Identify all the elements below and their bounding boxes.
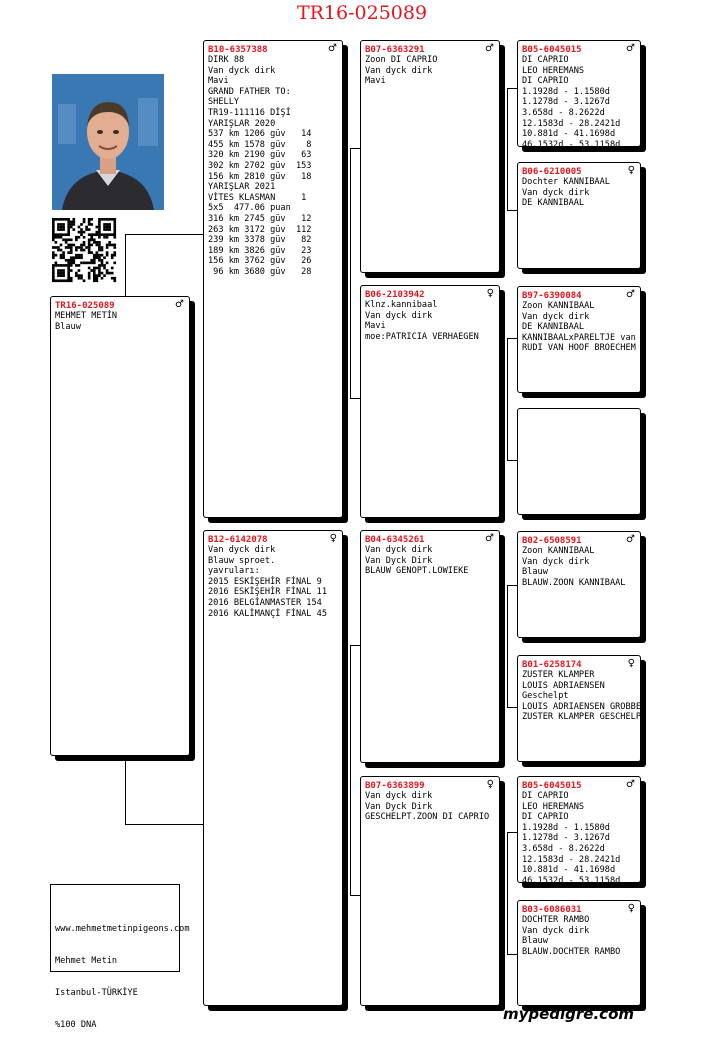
pigeon-details — [522, 791, 636, 886]
detail-line: 5x5 477.06 puan — [208, 203, 291, 214]
male-icon: ♂ — [626, 779, 635, 790]
detail-line: Blauw — [522, 567, 548, 578]
detail-line: 263 km 3172 güv 112 — [208, 224, 312, 235]
detail-line: DI CAPRIO — [522, 55, 569, 65]
connector — [507, 707, 517, 708]
connector — [350, 398, 360, 399]
ring-number: B02-6508591 — [522, 536, 582, 546]
connector — [507, 460, 517, 461]
detail-line: 10.881d - 41.1698d — [522, 865, 616, 876]
pigeon-details — [365, 55, 495, 87]
qr-code[interactable] — [52, 218, 116, 282]
detail-line: 2016 KALİMANÇİ FİNAL 45 — [208, 608, 327, 619]
owner-location: Istanbul-TÜRKİYE — [55, 987, 138, 998]
detail-line: LOUIS ADRIAENSEN GROBBEN — [522, 701, 647, 712]
detail-line: DE KANNIBAAL — [522, 198, 585, 209]
female-icon: ♀ — [627, 903, 635, 914]
detail-line: Mavi — [208, 76, 229, 87]
pigeon-card-sdd-empty[interactable] — [517, 408, 641, 515]
connector — [350, 645, 360, 646]
owner-photo — [52, 74, 164, 210]
connector — [507, 88, 517, 89]
pigeon-details — [522, 301, 636, 354]
pigeon-details — [522, 177, 636, 209]
detail-line: Zoon KANNIBAAL — [522, 546, 595, 556]
detail-line: 1.1278d - 3.1267d — [522, 833, 610, 844]
detail-line: LEO HEREMANS — [522, 801, 585, 812]
detail-line: 12.1583d - 28.2421d — [522, 118, 621, 129]
detail-line: Van dyck dirk — [522, 925, 590, 936]
detail-line: 2015 ESKİŞEHİR FİNAL 9 — [208, 576, 322, 587]
detail-line: 156 km 2810 güv 18 — [208, 171, 312, 182]
pigeon-card-sire[interactable] — [203, 40, 343, 518]
male-icon: ♂ — [626, 289, 635, 300]
detail-line: 239 km 3378 güv 82 — [208, 235, 312, 246]
male-icon: ♂ — [328, 43, 337, 54]
detail-line: DIRK 88 — [208, 55, 245, 65]
detail-line: Van dyck dirk — [522, 187, 590, 198]
detail-line: 3.658d - 8.2622d — [522, 843, 605, 854]
detail-line: ZUSTER KLAMPER GESCHELPT — [522, 712, 647, 723]
detail-line: 189 km 3826 güv 23 — [208, 245, 312, 256]
pigeon-details — [208, 545, 338, 619]
pigeon-card-dam-dam[interactable] — [360, 776, 500, 1006]
detail-line: 1.1928d - 1.1580d — [522, 86, 610, 97]
pigeon-card-ddd[interactable] — [517, 900, 641, 1006]
detail-line: LEO HEREMANS — [522, 65, 585, 76]
detail-line: GRAND FATHER TO: — [208, 86, 291, 97]
pigeon-card-dam[interactable] — [203, 530, 343, 1006]
connector — [350, 148, 360, 149]
ring-number: B97-6390084 — [522, 291, 582, 301]
ring-number: B07-6363899 — [365, 781, 425, 791]
pigeon-card-dss[interactable] — [517, 531, 641, 638]
detail-line: 3.658d - 8.2622d — [522, 107, 605, 118]
detail-line: 156 km 3762 güv 26 — [208, 256, 312, 267]
pigeon-card-ssd[interactable] — [517, 162, 641, 269]
detail-line: 1.1278d - 3.1267d — [522, 97, 610, 108]
brand-logo[interactable]: mypedigre.com — [502, 1005, 634, 1023]
detail-line: SHELLY — [208, 97, 240, 108]
page-title: TR16-025089 — [296, 2, 428, 24]
detail-line: Mavi — [365, 321, 386, 332]
detail-line: Klnz.kannibaal — [365, 300, 438, 310]
ring-number: B06-2103942 — [365, 290, 425, 300]
ring-number: B05-6045015 — [522, 781, 582, 791]
male-icon: ♂ — [626, 43, 635, 54]
connector — [507, 832, 508, 954]
detail-line: 10.881d - 41.1698d — [522, 129, 616, 140]
detail-line: Van dyck dirk — [208, 545, 276, 555]
ring-number: B05-6045015 — [522, 45, 582, 55]
male-icon: ♂ — [175, 299, 184, 310]
detail-line: Van dyck dirk — [522, 556, 590, 567]
pigeon-card-sss[interactable] — [517, 40, 641, 150]
detail-line: BLAUW GENOPT.LOWIEKE — [365, 566, 469, 577]
detail-line: yavruları: — [208, 566, 260, 577]
detail-line: 537 km 1206 güv 14 — [208, 129, 312, 140]
detail-line: Blauw — [522, 936, 548, 947]
ring-number: B10-6357388 — [208, 45, 268, 55]
detail-line: DE KANNIBAAL — [522, 322, 585, 333]
pigeon-details — [55, 311, 185, 332]
detail-line: 1.1928d - 1.1580d — [522, 822, 610, 833]
connector — [507, 832, 517, 833]
ring-number: B04-6345261 — [365, 535, 425, 545]
female-icon: ♀ — [627, 658, 635, 669]
pigeon-details — [522, 55, 636, 150]
pigeon-details — [208, 55, 338, 277]
detail-line: YARIŞLAR 2020 — [208, 118, 276, 129]
detail-line: DI CAPRIO — [522, 791, 569, 801]
connector — [507, 585, 517, 586]
ring-number: B06-6210005 — [522, 167, 582, 177]
detail-line: VİTES KLASMAN 1 — [208, 192, 307, 203]
detail-line: LOUIS ADRIAENSEN — [522, 680, 605, 691]
female-icon: ♀ — [627, 165, 635, 176]
owner-website[interactable]: www.mehmetmetinpigeons.com — [55, 924, 190, 935]
detail-line: Blauw sproet. — [208, 555, 276, 566]
detail-line: KANNIBAALxPARELTJE van — [522, 332, 636, 343]
detail-line: DOCHTER RAMBO — [522, 915, 590, 925]
detail-line: 46.1532d - 53.1158d — [522, 875, 621, 886]
pigeon-card-dsd[interactable] — [517, 655, 647, 762]
detail-line: RUDI VAN HOOF BROECHEM — [522, 343, 636, 354]
detail-line: BLAUW.ZOON KANNIBAAL — [522, 577, 626, 588]
detail-line: 12.1583d - 28.2421d — [522, 854, 621, 865]
connector — [125, 756, 126, 824]
connector — [125, 234, 126, 296]
pigeon-card-sds[interactable] — [517, 286, 641, 393]
detail-line: Zoon DI CAPRIO — [365, 55, 438, 65]
connector — [125, 234, 203, 235]
detail-line: Geschelpt — [522, 691, 569, 702]
detail-line: Van Dyck Dirk — [365, 801, 433, 812]
detail-line: BLAUW.DOCHTER RAMBO — [522, 946, 621, 957]
detail-line: Van dyck dirk — [365, 65, 433, 76]
detail-line: 320 km 2190 güv 63 — [208, 150, 312, 161]
connector — [125, 824, 203, 825]
pigeon-details — [365, 791, 495, 823]
connector — [507, 210, 517, 211]
detail-line: Mavi — [365, 76, 386, 87]
pigeon-details — [522, 915, 636, 957]
female-icon: ♀ — [486, 779, 494, 790]
detail-line: Dochter KANNIBAAL — [522, 177, 610, 187]
detail-line: YARIŞLAR 2021 — [208, 182, 276, 193]
pigeon-details — [522, 670, 647, 723]
connector — [507, 338, 508, 460]
pigeon-card-dam-sire[interactable] — [360, 530, 500, 763]
detail-line: moe:PATRICIA VERHAEGEN — [365, 331, 479, 342]
pigeon-details — [522, 546, 636, 588]
detail-line: DI CAPRIO — [522, 812, 569, 823]
female-icon: ♀ — [486, 288, 494, 299]
female-icon: ♀ — [329, 533, 337, 544]
connector — [350, 895, 360, 896]
pigeon-card-subject[interactable] — [50, 296, 190, 756]
pigeon-details — [365, 545, 495, 577]
ring-number: B12-6142078 — [208, 535, 268, 545]
detail-line: MEHMET METİN — [55, 311, 118, 321]
detail-line: Van dyck dirk — [365, 310, 433, 321]
connector — [507, 954, 517, 955]
ring-number: B03-6086031 — [522, 905, 582, 915]
detail-line: 316 km 2745 güv 12 — [208, 213, 312, 224]
male-icon: ♂ — [485, 533, 494, 544]
detail-line: 46.1532d - 53.1158d — [522, 139, 621, 150]
connector — [350, 645, 351, 895]
pigeon-card-dds[interactable] — [517, 776, 641, 886]
detail-line: 455 km 1578 güv 8 — [208, 139, 312, 150]
ring-number: TR16-025089 — [55, 301, 115, 311]
detail-line: 2016 ESKİŞEHİR FİNAL 11 — [208, 587, 327, 598]
detail-line: Van Dyck Dirk — [365, 555, 433, 566]
detail-line: GESCHELPT.ZOON DI CAPRIO — [365, 812, 490, 823]
ring-number: B01-6258174 — [522, 660, 582, 670]
owner-info-box — [50, 884, 190, 1030]
detail-line: TR19-111116 DİŞİ — [208, 107, 291, 118]
ring-number: B07-6363291 — [365, 45, 425, 55]
detail-line: ZUSTER KLAMPER — [522, 670, 595, 680]
detail-line: DI CAPRIO — [522, 76, 569, 87]
connector — [507, 585, 508, 707]
male-icon: ♂ — [626, 534, 635, 545]
connector — [350, 148, 351, 398]
pigeon-card-sire-dam[interactable] — [360, 285, 500, 518]
connector — [507, 338, 517, 339]
detail-line: Van dyck dirk — [365, 545, 433, 555]
detail-line: 96 km 3680 güv 28 — [208, 266, 312, 277]
owner-dna: %100 DNA — [55, 1019, 97, 1030]
detail-line: Blauw — [55, 321, 81, 332]
detail-line: Zoon KANNIBAAL — [522, 301, 595, 311]
detail-line: Van dyck dirk — [208, 65, 276, 76]
pigeon-details — [365, 300, 495, 342]
connector — [507, 88, 508, 210]
male-icon: ♂ — [485, 43, 494, 54]
pigeon-card-sire-sire[interactable] — [360, 40, 500, 273]
detail-line: 2016 BELGİANMASTER 154 — [208, 597, 322, 608]
detail-line: Van dyck dirk — [365, 791, 433, 801]
owner-name: Mehmet Metin — [55, 955, 118, 966]
detail-line: Van dyck dirk — [522, 311, 590, 322]
detail-line: 302 km 2702 güv 153 — [208, 160, 312, 171]
